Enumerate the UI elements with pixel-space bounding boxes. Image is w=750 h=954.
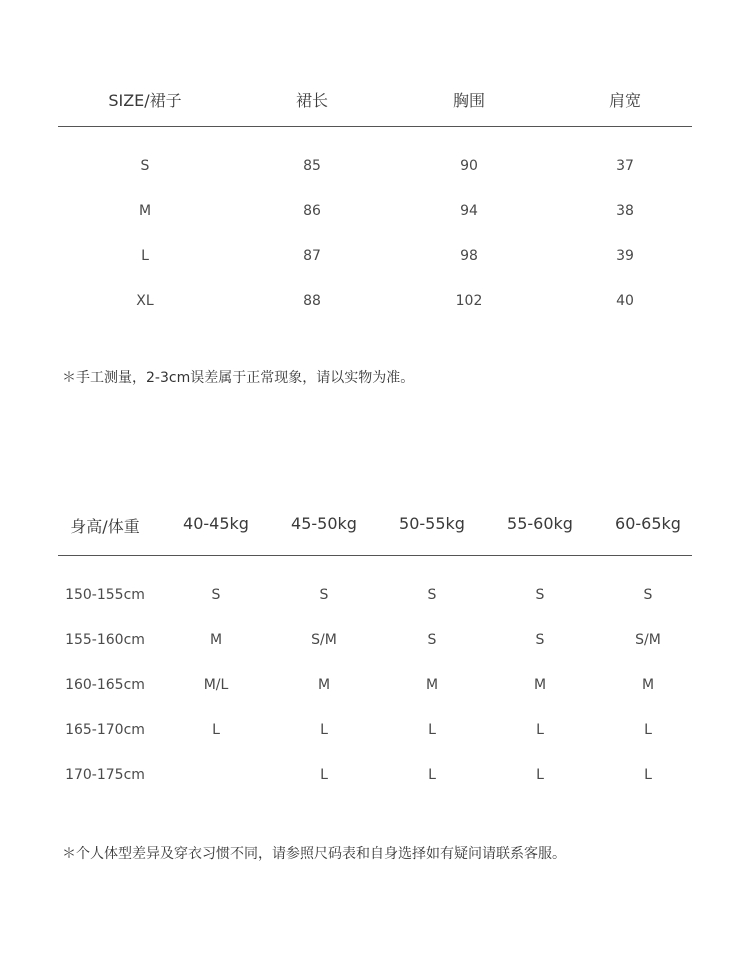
height-cell: 165-170cm	[65, 722, 145, 738]
measurement-note: ＊手工测量，2-3cm误差属于正常现象，请以实物为准。	[62, 370, 415, 386]
size-cell: S	[140, 158, 150, 174]
fit-cell: S/M	[311, 632, 337, 648]
fit-cell: M	[425, 677, 439, 693]
fit-cell: S	[643, 587, 653, 603]
fit-cell: L	[428, 767, 436, 783]
size-cell: M	[138, 203, 152, 219]
header-bust: 胸围	[452, 91, 486, 110]
height-cell: 155-160cm	[65, 632, 145, 648]
fit-cell: S/M	[635, 632, 661, 648]
header-weight-55-60: 55-60kg	[507, 514, 573, 533]
shoulder-cell: 39	[616, 248, 634, 264]
size-cell: XL	[136, 293, 154, 309]
fit-cell: M	[533, 677, 547, 693]
header-weight-60-65: 60-65kg	[615, 514, 681, 533]
fit-cell: S	[535, 587, 545, 603]
fit-cell: L	[644, 767, 652, 783]
shoulder-cell: 37	[616, 158, 634, 174]
fit-cell: M	[641, 677, 655, 693]
fit-cell: S	[427, 587, 437, 603]
bust-cell: 98	[460, 248, 478, 264]
fit-cell: M	[317, 677, 331, 693]
fit-cell: M/L	[203, 677, 229, 693]
header-length: 裙长	[295, 91, 329, 110]
length-cell: 86	[303, 203, 321, 219]
length-cell: 88	[303, 293, 321, 309]
header-size: SIZE/裙子	[108, 91, 182, 110]
fit-cell: S	[427, 632, 437, 648]
bust-cell: 94	[460, 203, 478, 219]
fit-note: ＊个人体型差异及穿衣习惯不同，请参照尺码表和自身选择如有疑问请联系客服。	[62, 846, 566, 862]
header-height-weight: 身高/体重	[70, 517, 140, 536]
length-cell: 87	[303, 248, 321, 264]
header-weight-40-45: 40-45kg	[183, 514, 249, 533]
fit-cell: L	[428, 722, 436, 738]
fit-cell: L	[320, 722, 328, 738]
size-cell: L	[141, 248, 149, 264]
fit-cell: L	[536, 767, 544, 783]
fit-recommendation-table	[58, 0, 692, 800]
fit-cell: L	[212, 722, 220, 738]
fit-cell: L	[320, 767, 328, 783]
fit-cell: L	[644, 722, 652, 738]
shoulder-cell: 38	[616, 203, 634, 219]
fit-cell: L	[536, 722, 544, 738]
header-weight-50-55: 50-55kg	[399, 514, 465, 533]
fit-cell: S	[319, 587, 329, 603]
height-cell: 160-165cm	[65, 677, 145, 693]
bust-cell: 90	[460, 158, 478, 174]
fit-cell: M	[209, 632, 223, 648]
length-cell: 85	[303, 158, 321, 174]
fit-cell: S	[211, 587, 221, 603]
height-cell: 170-175cm	[65, 767, 145, 783]
shoulder-cell: 40	[616, 293, 634, 309]
header-weight-45-50: 45-50kg	[291, 514, 357, 533]
bust-cell: 102	[455, 293, 483, 309]
fit-cell: S	[535, 632, 545, 648]
height-cell: 150-155cm	[65, 587, 145, 603]
fit-table-divider	[58, 555, 692, 556]
header-shoulder: 肩宽	[608, 91, 642, 110]
